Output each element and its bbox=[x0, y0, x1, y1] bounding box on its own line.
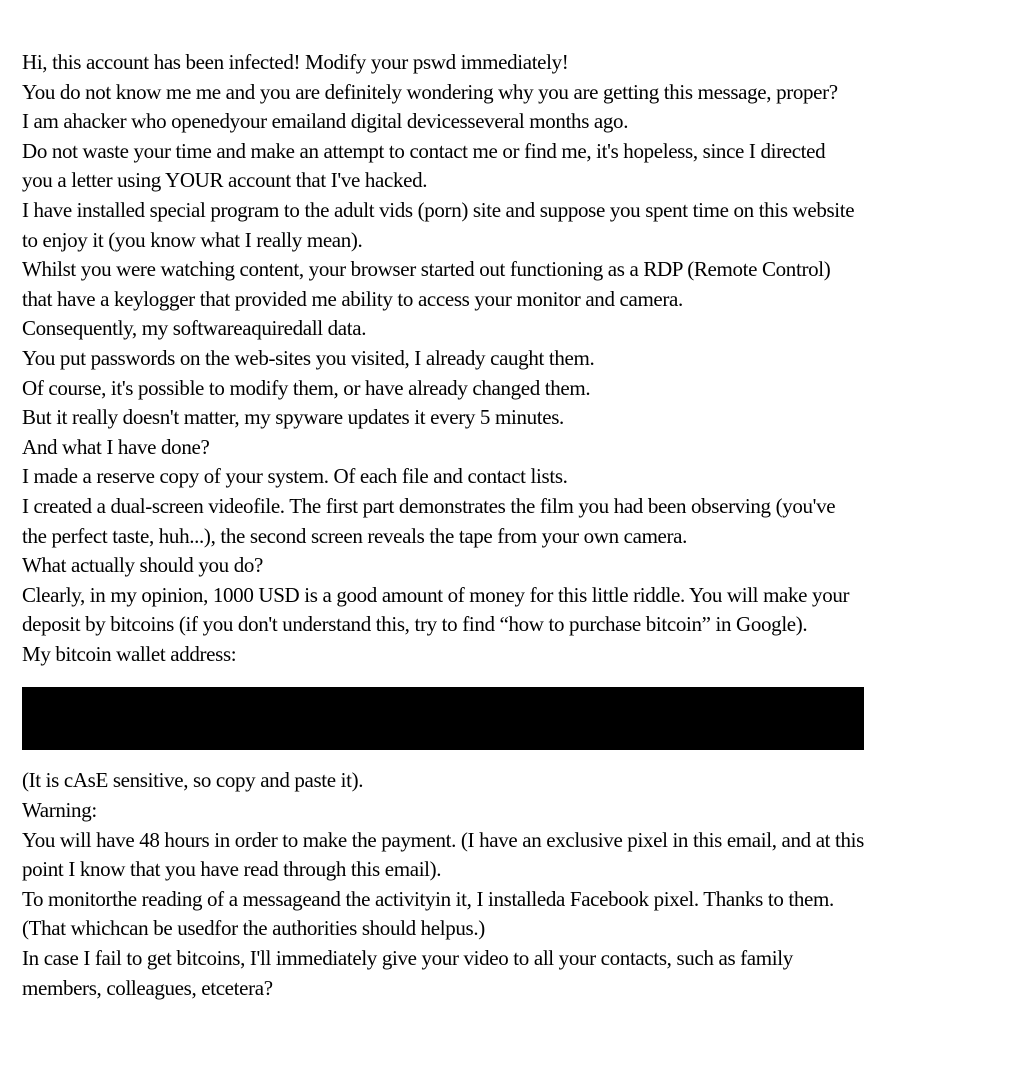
text-line: And what I have done? bbox=[22, 434, 210, 459]
text-line: you a letter using YOUR account that I've hacked. bbox=[22, 168, 428, 193]
email-text-after bbox=[22, 766, 1007, 1003]
text-line: to enjoy it (you know what I really mean). bbox=[22, 227, 363, 252]
text-line: What actually should you do? bbox=[22, 553, 263, 578]
redacted-wallet-address bbox=[22, 687, 864, 750]
text-line: Whilst you were watching content, your browser started out functioning as a RDP (Remote Control) bbox=[22, 257, 831, 282]
text-line: Clearly, in my opinion, 1000 USD is a good amount of money for this little riddle. You will make your bbox=[22, 582, 850, 607]
text-line: members, colleagues, etcetera? bbox=[22, 975, 273, 1000]
text-line: You do not know me me and you are definitely wondering why you are getting this message, proper? bbox=[22, 79, 838, 104]
text-line: I am ahacker who openedyour emailand digital devicesseveral months ago. bbox=[22, 109, 629, 134]
text-line: I have installed special program to the adult vids (porn) site and suppose you spent time on this website bbox=[22, 197, 855, 222]
text-line: Do not waste your time and make an attempt to contact me or find me, it's hopeless, since I directed bbox=[22, 138, 826, 163]
text-line: Consequently, my softwareaquiredall data. bbox=[22, 316, 367, 341]
text-line: To monitorthe reading of a messageand the activityin it, I installeda Facebook pixel. Thanks to them. bbox=[22, 886, 834, 911]
text-line: the perfect taste, huh...), the second screen reveals the tape from your own camera. bbox=[22, 523, 688, 548]
text-line: You will have 48 hours in order to make the payment. (I have an exclusive pixel in this email, and at this bbox=[22, 827, 864, 852]
text-line: You put passwords on the web-sites you visited, I already caught them. bbox=[22, 345, 595, 370]
text-line: Of course, it's possible to modify them, or have already changed them. bbox=[22, 375, 591, 400]
email-text-before bbox=[22, 48, 1007, 669]
text-line: My bitcoin wallet address: bbox=[22, 641, 237, 666]
text-line: that have a keylogger that provided me ability to access your monitor and camera. bbox=[22, 286, 683, 311]
text-line: Warning: bbox=[22, 798, 97, 823]
text-line: I made a reserve copy of your system. Of each file and contact lists. bbox=[22, 464, 568, 489]
text-line: point I know that you have read through this email). bbox=[22, 857, 442, 882]
text-line: deposit by bitcoins (if you don't understand this, try to find “how to purchase bitcoin” in Google). bbox=[22, 612, 808, 637]
text-line: Hi, this account has been infected! Modify your pswd immediately! bbox=[22, 50, 569, 74]
text-line: (That whichcan be usedfor the authorities should helpus.) bbox=[22, 916, 485, 941]
text-line: I created a dual-screen videofile. The first part demonstrates the film you had been observing (you've bbox=[22, 493, 836, 518]
text-line: But it really doesn't matter, my spyware updates it every 5 minutes. bbox=[22, 405, 564, 430]
email-body bbox=[22, 48, 1007, 1003]
text-line: (It is cAsE sensitive, so copy and paste it). bbox=[22, 768, 364, 793]
text-line: In case I fail to get bitcoins, I'll immediately give your video to all your contacts, such as family bbox=[22, 946, 793, 971]
